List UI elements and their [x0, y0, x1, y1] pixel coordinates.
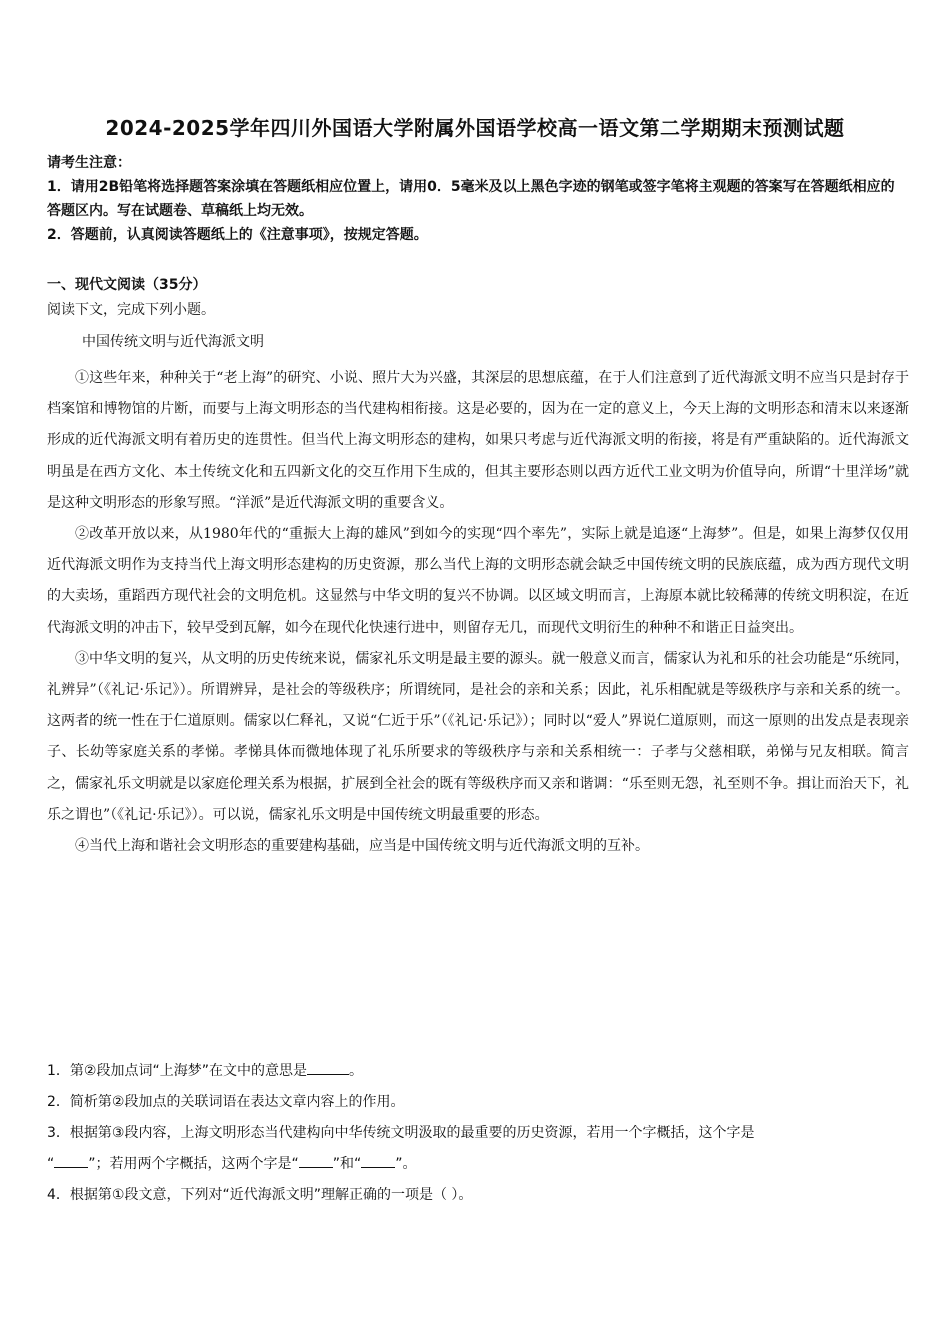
answer-blank[interactable] [307, 1060, 349, 1075]
answer-blank[interactable] [54, 1153, 88, 1168]
article-body [47, 363, 909, 862]
question-3 [47, 1118, 909, 1180]
notice-item-1: 1．请用2B铅笔将选择题答案涂填在答题纸相应位置上，请用0．5毫米及以上黑色字迹的钢笔或签字笔将主观题的答案写在答题纸相应的答题区内。写在试题卷、草稿纸上均无效。 [47, 179, 895, 219]
answer-blank[interactable] [299, 1153, 333, 1168]
question-1 [47, 1056, 909, 1087]
question-3-end: ”。 [395, 1156, 417, 1172]
article-paragraph-3: ③中华文明的复兴，从文明的历史传统来说，儒家礼乐文明是最主要的源头。就一般意义而言，儒家认为礼和乐的社会功能是“乐统同，礼辨异”（《礼记·乐记》）。所谓辨异，是社会的等级秩序；所谓统同，是社会的亲和关系；因此，礼乐相配就是等级秩序与亲和关系的统一。这两者的统一性在于仁道原则。儒家以仁释礼，又说“仁近于乐”（《礼记·乐记》）；同时以“爱人”界说仁道原则，而这一原则的出发点是表现亲子、长幼等家庭关系的孝悌。孝悌具体而微地体现了礼乐所要求的等级秩序与亲和关系相统一：子孝与父慈相联，弟悌与兄友相联。简言之，儒家礼乐文明就是以家庭伦理关系为根据，扩展到全社会的既有等级秩序而又亲和谐调：“乐至则无怨，礼至则不争。揖让而治天下，礼乐之谓也”（《礼记·乐记》）。可以说，儒家礼乐文明是中国传统文明最重要的形态。 [47, 650, 909, 823]
article-paragraph-1: ①这些年来，种种关于“老上海”的研究、小说、照片大为兴盛，其深层的思想底蕴，在于人们注意到了近代海派文明不应当只是封存于档案馆和博物馆的片断，而要与上海文明形态的当代建构相衔接。这是必要的，因为在一定的意义上，今天上海的文明形态和清末以来逐渐形成的近代海派文明有着历史的连贯性。但当代上海文明形态的建构，如果只考虑与近代海派文明的衔接，将是有严重缺陷的。近代海派文明虽是在西方文化、本土传统文化和五四新文化的交互作用下生成的，但其主要形态则以西方近代工业文明为价值导向，所谓“十里洋场”就是这种文明形态的形象写照。“洋派”是近代海派文明的重要含义。 [47, 370, 909, 511]
question-1-keyword: 上海梦 [159, 1063, 202, 1079]
question-2: 2．简析第②段加点的关联词语在表达文章内容上的作用。 [47, 1094, 405, 1110]
question-list [47, 1056, 909, 1211]
exam-title: 2024-2025学年四川外国语大学附属外国语学校高一语文第二学期期末预测试题 [105, 116, 845, 140]
article-paragraph-2: ②改革开放以来，从1980年代的“重振大上海的雄风”到如今的实现“四个率先”，实际上就是追逐“上海梦”。但是，如果上海梦仅仅用近代海派文明作为支持当代上海文明形态建构的历史资源，那么当代上海的文明形态就会缺乏中国传统文明的民族底蕴，成为西方现代文明的大卖场，重蹈西方现代社会的文明危机。这显然与中华文明的复兴不协调。以区域文明而言，上海原本就比较稀薄的传统文明积淀，在近代海派文明的冲击下，较早受到瓦解，如今在现代化快速行进中，则留存无几，而现代文明衍生的种种不和谐正日益突出。 [47, 526, 909, 636]
question-1-end: 。 [348, 1063, 363, 1079]
article-paragraph-4: ④当代上海和谐社会文明形态的重要建构基础，应当是中国传统文明与近代海派文明的互补。 [75, 838, 649, 855]
question-4: 4．根据第①段文意，下列对“近代海派文明”理解正确的一项是（ ）。 [47, 1187, 473, 1203]
notice-item-2: 2．答题前，认真阅读答题纸上的《注意事项》，按规定答题。 [47, 227, 428, 243]
question-3-text: 3．根据第③段内容，上海文明形态当代建构向中华传统文明汲取的最重要的历史资源，若用一个字概括，这个字是 [47, 1125, 755, 1141]
question-3-and: ”和“ [332, 1156, 362, 1172]
article-title: 中国传统文明与近代海派文明 [82, 334, 264, 350]
section-heading: 一、现代文阅读（35分） [47, 277, 207, 293]
question-1-text: ”在文中的意思是 [201, 1063, 307, 1079]
question-3-middle: ”；若用两个字概括，这两个字是“ [88, 1156, 299, 1172]
section-instruction: 阅读下文，完成下列小题。 [47, 302, 215, 318]
candidate-notice [47, 151, 907, 247]
answer-blank[interactable] [361, 1153, 395, 1168]
notice-heading: 请考生注意： [47, 155, 131, 171]
question-3-quote-open: “ [47, 1156, 55, 1172]
question-1-prefix: 1．第②段加点词“ [47, 1063, 160, 1079]
